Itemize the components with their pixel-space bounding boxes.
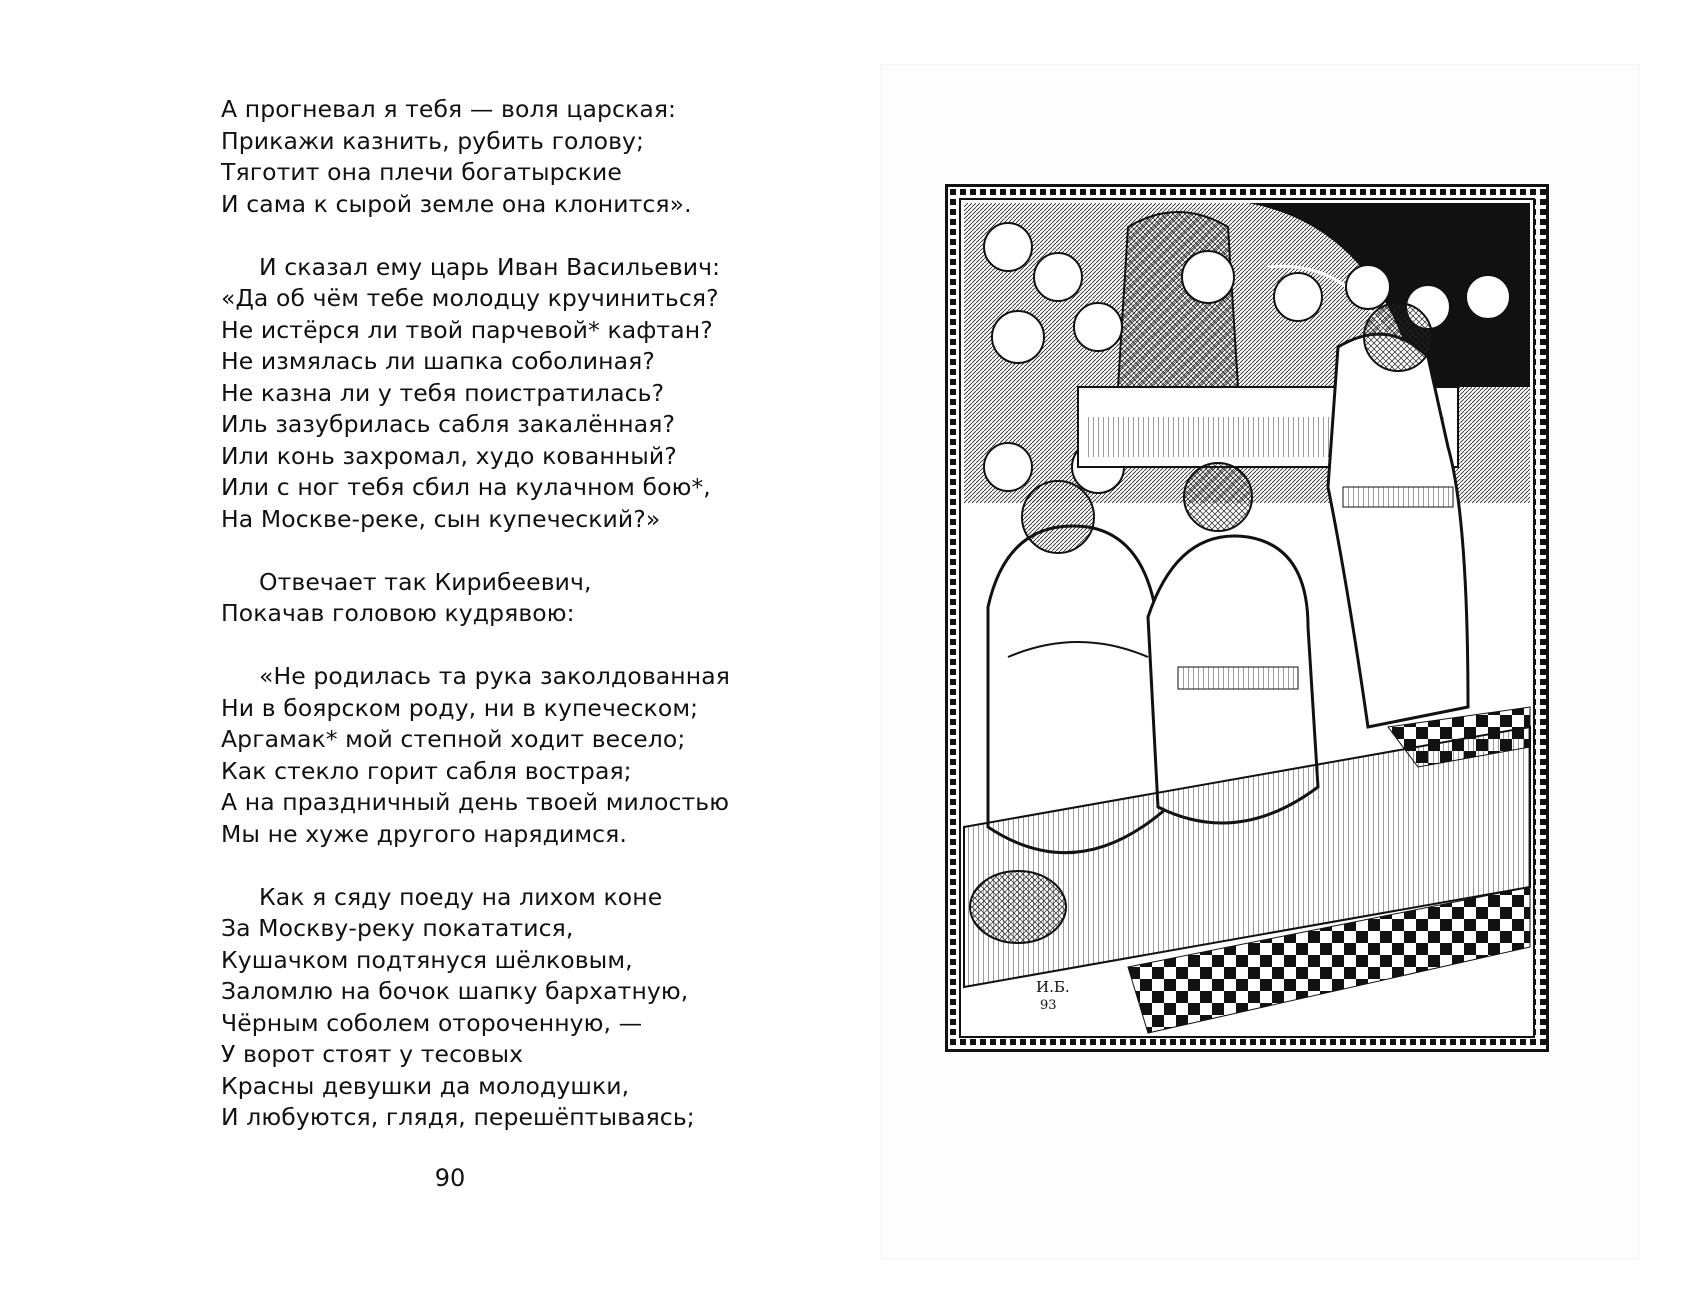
poem-line: Прикажи казнить, рубить голову; <box>221 126 645 155</box>
stanza <box>221 661 801 850</box>
poem-line: А прогневал я тебя — воля царская: <box>221 95 677 123</box>
poem-line: Кушачком подтянуся шёлковым, <box>221 945 633 974</box>
poem-line: А на праздничный день твоей милостью <box>221 788 730 816</box>
poem-line: Или конь захромал, худо кованный? <box>221 441 677 470</box>
stanza <box>221 94 801 220</box>
poem-line: Покачав головою кудрявою: <box>221 599 575 627</box>
poem-line: Как я сяду поеду на лихом коне <box>259 882 663 911</box>
poem-line: И любуются, глядя, перешёптываясь; <box>221 1103 695 1131</box>
svg-text:И.Б.: И.Б. <box>1036 978 1070 996</box>
poem-line: Чёрным соболем отороченную, — <box>221 1008 643 1037</box>
poem-line: Отвечает так Кирибеевич, <box>259 567 592 596</box>
poem-line: И сказал ему царь Иван Васильевич: <box>259 252 721 281</box>
poem-line: Или с ног тебя сбил на кулачном бою*, <box>221 473 711 501</box>
poem-line: Не истёрся ли твой парчевой* кафтан? <box>221 315 713 344</box>
poem-line: И сама к сырой земле она клонится». <box>221 189 692 218</box>
poem-line: Заломлю на бочок шапку бархатную, <box>221 977 689 1005</box>
svg-text:93: 93 <box>1040 998 1057 1013</box>
stanza <box>221 567 801 630</box>
poem-line: За Москву-реку покататися, <box>221 914 574 942</box>
poem-line: Мы не хуже другого нарядимся. <box>221 819 627 848</box>
poem-line: Как стекло горит сабля вострая; <box>221 756 632 785</box>
poem-line: Красны девушки да молодушки, <box>221 1071 630 1100</box>
poem-line: На Москве-реке, сын купеческий?» <box>221 504 661 533</box>
poem-line: Иль зазубрилась сабля закалённая? <box>221 410 676 438</box>
page-number: 90 <box>434 1164 466 1192</box>
poem-text <box>221 94 801 1165</box>
poem-line: Не измялась ли шапка соболиная? <box>221 347 655 375</box>
poem-line: Аргамак* мой степной ходит весело; <box>221 725 686 753</box>
poem-line: Ни в боярском роду, ни в купеческом; <box>221 693 699 722</box>
poem-line: Тяготит она плечи богатырские <box>221 158 622 186</box>
stanza <box>221 882 801 1134</box>
poem-line: Не казна ли у тебя поистратилась? <box>221 378 665 407</box>
illustration-artwork <box>948 187 1546 1049</box>
poem-line: У ворот стоят у тесовых <box>221 1040 524 1068</box>
stanza <box>221 252 801 536</box>
poem-line: «Не родилась та рука заколдованная <box>259 662 730 690</box>
feast-illustration <box>945 184 1549 1052</box>
poem-line: «Да об чём тебе молодцу кручиниться? <box>221 284 719 312</box>
